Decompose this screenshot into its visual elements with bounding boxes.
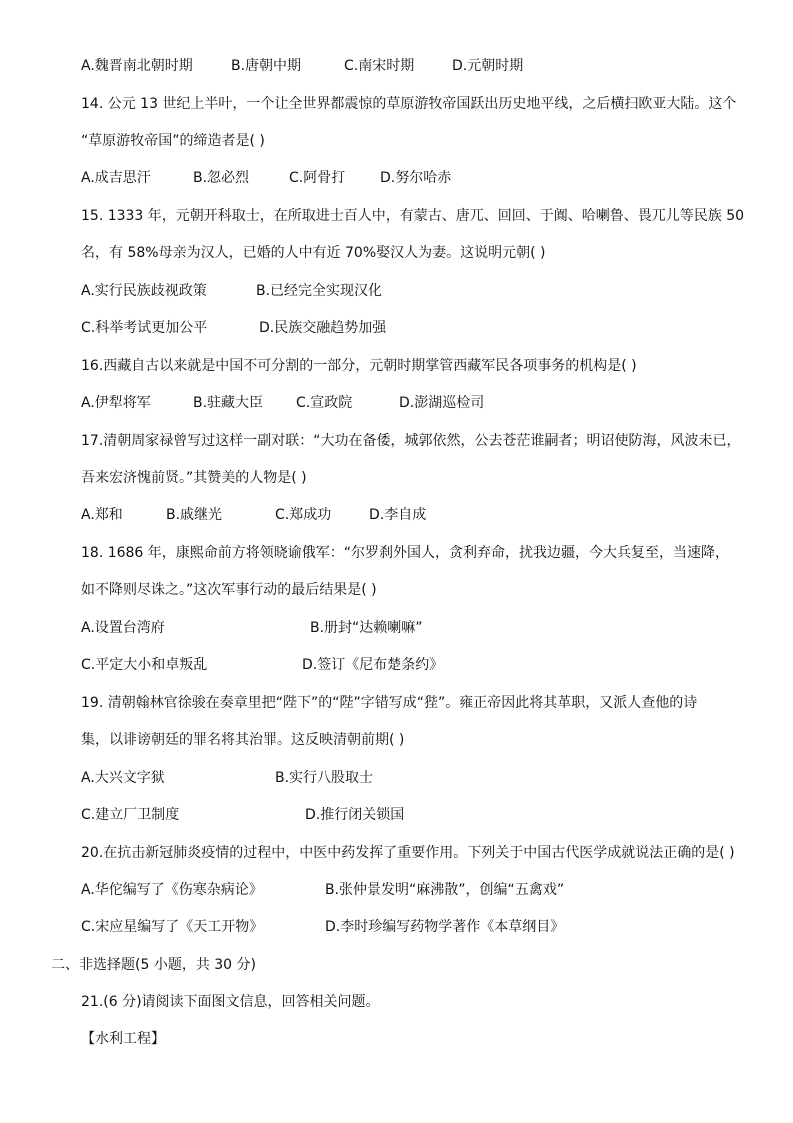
q20-text-line-1: 20.在抗击新冠肺炎疫情的过程中，中医中药发挥了重要作用。下列关于中国古代医学成就说法正确的是( ) <box>81 845 735 861</box>
q15-option-c: C.科举考试更加公平 <box>81 320 208 336</box>
q16-option-d: D.澎湖巡检司 <box>399 395 485 411</box>
q16-text-line-1: 16.西藏自古以来就是中国不可分割的一部分，元朝时期掌管西藏军民各项事务的机构是( ) <box>81 358 637 374</box>
q16-option-a: A.伊犁将军 <box>81 395 151 411</box>
q20-option-b: B.张仲景发明“麻沸散”，创编“五禽戏” <box>325 882 565 898</box>
q17-option-c: C.郑成功 <box>275 507 332 523</box>
q17-text-line-1: 17.清朝周家禄曾写过这样一副对联：“大功在备倭，城郭依然，公去苍茫谁嗣者；明诏使防海，风波未已， <box>81 433 741 449</box>
q19-text-line-2: 集，以诽谤朝廷的罪名将其治罪。这反映清朝前期( ) <box>81 732 405 748</box>
q18-option-a: A.设置台湾府 <box>81 620 165 636</box>
q15-text-line-2: 名，有 58%母亲为汉人，已婚的人中有近 70%娶汉人为妻。这说明元朝( ) <box>81 245 546 261</box>
q13-option-a: A.魏晋南北朝时期 <box>81 58 193 74</box>
q18-text-line-2: 如不降则尽诛之。”这次军事行动的最后结果是( ) <box>81 582 377 598</box>
q14-option-c: C.阿骨打 <box>289 170 346 186</box>
q20-option-c: C.宋应星编写了《天工开物》 <box>81 919 264 935</box>
q14-option-b: B.忽必烈 <box>193 170 250 186</box>
q20-option-a: A.华佗编写了《伤寒杂病论》 <box>81 882 263 898</box>
q18-option-b: B.册封“达赖喇嘛” <box>310 620 423 636</box>
q19-option-c: C.建立厂卫制度 <box>81 807 180 823</box>
q17-text-line-2: 吾来宏济愧前贤。”其赞美的人物是( ) <box>81 470 307 486</box>
q17-option-d: D.李自成 <box>369 507 427 523</box>
q15-text-line-1: 15. 1333 年，元朝开科取士，在所取进士百人中，有蒙古、唐兀、回回、于阗、哈喇鲁、畏兀儿等民族 50 <box>81 208 745 224</box>
q14-text-line-1: 14. 公元 13 世纪上半叶，一个让全世界都震惊的草原游牧帝国跃出历史地平线，之后横扫欧亚大陆。这个 <box>81 96 737 112</box>
q18-option-d: D.签订《尼布楚条约》 <box>302 657 444 673</box>
q14-option-d: D.努尔哈赤 <box>380 170 452 186</box>
q16-option-c: C.宣政院 <box>296 395 353 411</box>
q21-text-line-1: 21.(6 分)请阅读下面图文信息，回答相关问题。 <box>81 994 380 1010</box>
q18-option-c: C.平定大小和卓叛乱 <box>81 657 208 673</box>
q14-text-line-2: “草原游牧帝国”的缔造者是( ) <box>81 133 265 149</box>
q16-option-b: B.驻藏大臣 <box>193 395 264 411</box>
section-2-title: 二、非选择题(5 小题，共 30 分) <box>51 957 256 973</box>
q19-option-a: A.大兴文字狱 <box>81 770 165 786</box>
q13-option-c: C.南宋时期 <box>344 58 415 74</box>
q14-option-a: A.成吉思汗 <box>81 170 151 186</box>
q19-text-line-1: 19. 清朝翰林官徐骏在奏章里把“陛下”的“陛”字错写成“狴”。雍正帝因此将其革职，又派人查他的诗 <box>81 695 698 711</box>
q15-option-a: A.实行民族歧视政策 <box>81 283 207 299</box>
q17-option-b: B.戚继光 <box>166 507 223 523</box>
q15-option-d: D.民族交融趋势加强 <box>259 320 387 336</box>
q18-text-line-1: 18. 1686 年，康熙命前方将领晓谕俄军：“尔罗刹外国人，贪利弃命，扰我边疆，今大兵复至，当速降， <box>81 545 730 561</box>
q19-option-d: D.推行闭关锁国 <box>305 807 405 823</box>
q15-option-b: B.已经完全实现汉化 <box>256 283 383 299</box>
q13-option-b: B.唐朝中期 <box>231 58 302 74</box>
q13-option-d: D.元朝时期 <box>452 58 524 74</box>
q19-option-b: B.实行八股取士 <box>275 770 374 786</box>
q21-subheading: 【水利工程】 <box>81 1031 165 1047</box>
q17-option-a: A.郑和 <box>81 507 123 523</box>
q20-option-d: D.李时珍编写药物学著作《本草纲目》 <box>325 919 565 935</box>
